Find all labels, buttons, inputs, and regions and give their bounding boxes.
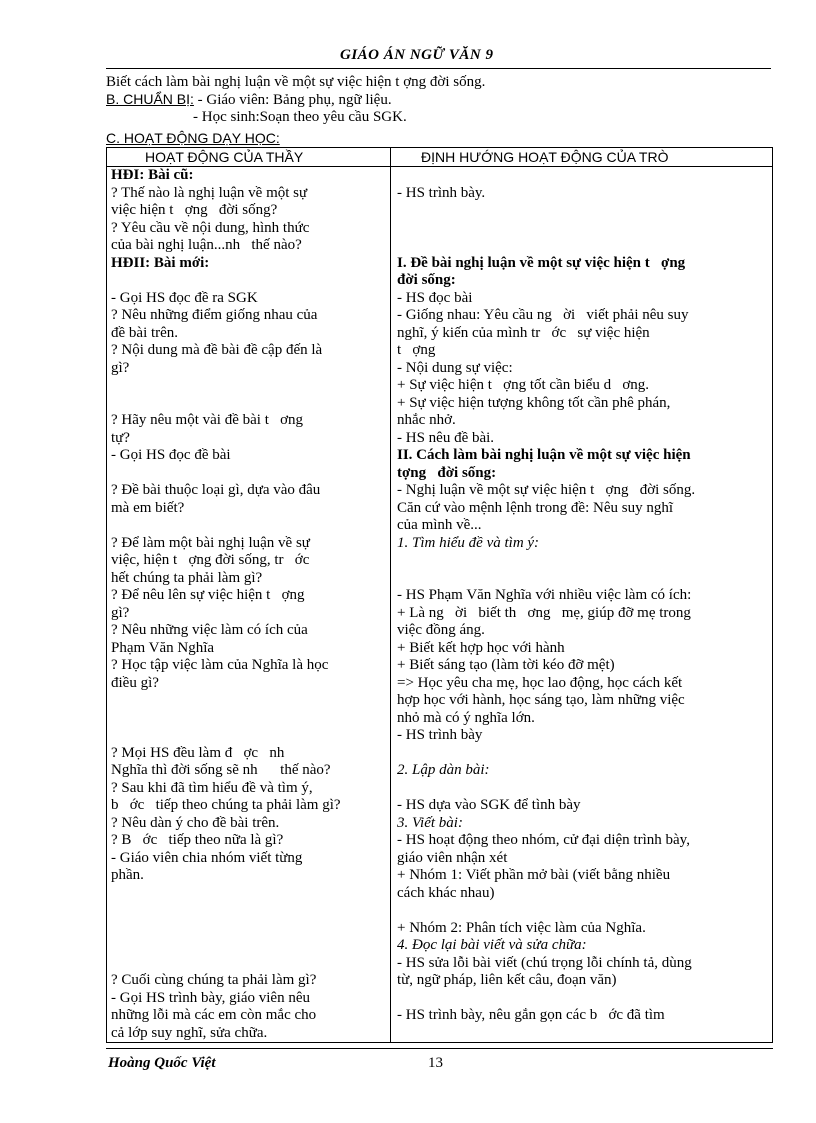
- teacher-line: ? Nêu dàn ý cho đề bài trên.: [111, 814, 280, 831]
- student-line: t ợng: [397, 342, 436, 358]
- student-line: [397, 902, 769, 920]
- student-line: hợp học với hành, học sáng tạo, làm những việc: [397, 692, 685, 708]
- footer-rule: [106, 1048, 773, 1049]
- teacher-line: [111, 710, 387, 728]
- teacher-line: ? Cuối cùng chúng ta phải làm gì?: [111, 972, 317, 988]
- teacher-line: ? Hãy nêu một vài đề bài t ơng: [111, 412, 304, 428]
- student-line: - HS trình bày: [397, 727, 483, 743]
- student-line: [397, 202, 769, 220]
- teacher-line: ? Nêu những việc làm có ích của: [111, 622, 308, 638]
- column-divider: [390, 148, 391, 1042]
- teacher-line: [111, 272, 387, 290]
- teacher-line: ? Thế nào là nghị luận về một sự: [111, 184, 308, 201]
- teacher-line: [111, 395, 387, 413]
- student-line: [397, 552, 769, 570]
- teacher-line: ? Để nêu lên sự việc hiện t ợng: [111, 587, 305, 603]
- student-line: + Biết kết hợp học với hành: [397, 639, 565, 656]
- objective-line: Biết cách làm bài nghị luận về một sự việc hiện t ợng đời sống.: [106, 74, 486, 90]
- student-line: 3. Viết bài:: [397, 814, 463, 831]
- student-line: 1. Tìm hiểu đề và tìm ý:: [397, 534, 540, 551]
- page-header-title: GIÁO ÁN NGỮ VĂN 9: [340, 47, 494, 63]
- teacher-line: việc, hiện t ợng đời sống, tr ớc: [111, 552, 310, 568]
- student-line: [397, 745, 769, 763]
- teacher-line: - Gọi HS đọc đề ra SGK: [111, 289, 258, 306]
- teacher-line: [111, 517, 387, 535]
- teacher-line: mà em biết?: [111, 499, 185, 516]
- teacher-line: HĐI: Bài cũ:: [111, 167, 194, 183]
- teacher-line: điều gì?: [111, 674, 159, 691]
- teacher-line: HĐII: Bài mới:: [111, 254, 210, 271]
- student-line: + Nhóm 2: Phân tích việc làm của Nghĩa.: [397, 919, 646, 936]
- teacher-line: những lỗi mà các em còn mắc cho: [111, 1007, 317, 1023]
- student-line: => Học yêu cha mẹ, học lao động, học cách kết: [397, 674, 683, 691]
- student-line: cách khác nhau): [397, 884, 495, 901]
- student-line: - HS trình bày, nêu gắn gọn các b ớc đã tìm: [397, 1007, 665, 1023]
- teacher-line: ? Học tập việc làm của Nghĩa là học: [111, 657, 329, 673]
- page-number: 13: [428, 1055, 443, 1071]
- student-line: - HS sửa lỗi bài viết (chú trọng lỗi chính tả, dùng: [397, 954, 692, 971]
- teacher-line: ? Mọi HS đều làm đ ợc nh: [111, 744, 285, 761]
- teacher-line: đề bài trên.: [111, 324, 179, 341]
- student-line: 4. Đọc lại bài viết và sửa chữa:: [397, 937, 587, 953]
- student-line: giáo viên nhận xét: [397, 849, 508, 866]
- header-rule: [106, 68, 771, 69]
- teacher-line: ? Đề bài thuộc loại gì, dựa vào đâu: [111, 482, 321, 498]
- teacher-line: ? Yêu cầu về nội dung, hình thức: [111, 219, 310, 236]
- student-line: tợng đời sống:: [397, 464, 497, 481]
- student-line: [397, 990, 769, 1008]
- teacher-line: của bài nghị luận...nh thế nào?: [111, 237, 302, 253]
- student-line: - Giống nhau: Yêu cầu ng ời viết phải nêu suy: [397, 307, 689, 323]
- teacher-column-header: HOẠT ĐỘNG CỦA THẦY: [145, 149, 304, 165]
- teacher-line: ? Để làm một bài nghị luận về sự: [111, 534, 310, 551]
- student-line: việc đồng áng.: [397, 622, 485, 638]
- teacher-column: [111, 167, 387, 1042]
- student-line: I. Đề bài nghị luận về một sự việc hiện t ợng: [397, 254, 686, 271]
- student-line: + Là ng ời biết th ơng mẹ, giúp đỡ mẹ trong: [397, 604, 691, 621]
- teacher-line: [111, 465, 387, 483]
- teacher-line: [111, 920, 387, 938]
- student-line: - Nội dung sự việc:: [397, 359, 513, 376]
- student-column: [397, 167, 769, 1025]
- teacher-line: [111, 377, 387, 395]
- teacher-line: [111, 692, 387, 710]
- student-line: 2. Lập dàn bài:: [397, 762, 490, 778]
- student-line: nhỏ mà có ý nghĩa lớn.: [397, 709, 535, 726]
- teacher-line: - Giáo viên chia nhóm viết từng: [111, 849, 303, 866]
- student-line: + Biết sáng tạo (làm tời kéo đỡ mệt): [397, 657, 615, 673]
- activities-label: C. HOẠT ĐỘNG DẠY HỌC:: [106, 130, 280, 146]
- preparation-row: [106, 91, 392, 109]
- teacher-line: - Gọi HS đọc đề bài: [111, 447, 231, 463]
- student-line: Căn cứ vào mệnh lệnh trong đề: Nêu suy nghĩ: [397, 499, 673, 516]
- student-line: - HS đọc bài: [397, 289, 473, 306]
- teacher-line: cả lớp suy nghĩ, sửa chữa.: [111, 1024, 268, 1041]
- student-line: [397, 570, 769, 588]
- student-line: + Sự việc hiện t ợng tốt cần biểu d ơng.: [397, 377, 649, 393]
- teacher-line: [111, 955, 387, 973]
- student-line: nghĩ, ý kiến của mình tr ớc sự việc hiện: [397, 324, 650, 341]
- student-line: II. Cách làm bài nghị luận về một sự việc hiện: [397, 447, 691, 463]
- student-line: - HS trình bày.: [397, 184, 486, 201]
- teacher-line: ? Nêu những điểm giống nhau của: [111, 307, 318, 323]
- teacher-line: [111, 902, 387, 920]
- teacher-line: tự?: [111, 429, 130, 446]
- preparation-label: B. CHUẨN BỊ:: [106, 91, 194, 107]
- teacher-line: b ớc tiếp theo chúng ta phải làm gì?: [111, 797, 341, 813]
- teacher-line: [111, 937, 387, 955]
- student-line: [397, 237, 769, 255]
- teacher-line: phần.: [111, 867, 144, 883]
- student-line: nhắc nhở.: [397, 412, 456, 428]
- student-line: từ, ngữ pháp, liên kết câu, đoạn văn): [397, 972, 617, 988]
- student-line: + Nhóm 1: Viết phần mở bài (viết bằng nhiều: [397, 867, 671, 883]
- student-line: của mình về...: [397, 517, 482, 533]
- teacher-line: gì?: [111, 359, 130, 376]
- teacher-line: gì?: [111, 604, 130, 621]
- student-line: + Sự việc hiện tượng không tốt cần phê phán,: [397, 394, 671, 411]
- student-line: - Nghị luận về một sự việc hiện t ợng đời sống.: [397, 482, 696, 498]
- teacher-line: ? B ớc tiếp theo nữa là gì?: [111, 832, 284, 848]
- teacher-line: Phạm Văn Nghĩa: [111, 639, 215, 656]
- preparation-teacher: - Giáo viên: Bảng phụ, ngữ liệu.: [193, 92, 392, 108]
- teacher-line: việc hiện t ợng đời sống?: [111, 202, 278, 218]
- footer-author: Hoàng Quốc Việt: [108, 1055, 216, 1071]
- lesson-table: [106, 147, 773, 1043]
- student-line: [397, 780, 769, 798]
- teacher-line: Nghĩa thì đời sống sẽ nh thế nào?: [111, 762, 331, 778]
- student-line: [397, 220, 769, 238]
- student-line: đời sống:: [397, 272, 456, 288]
- student-line: - HS hoạt động theo nhóm, cử đại diện trình bày,: [397, 832, 690, 848]
- student-column-header: ĐỊNH HƯỚNG HOẠT ĐỘNG CỦA TRÒ: [421, 149, 669, 165]
- teacher-line: ? Sau khi đã tìm hiểu đề và tìm ý,: [111, 779, 313, 796]
- student-line: [397, 167, 769, 185]
- teacher-line: [111, 885, 387, 903]
- preparation-student: - Học sinh:Soạn theo yêu cầu SGK.: [193, 109, 407, 125]
- teacher-line: ? Nội dung mà đề bài đề cập đến là: [111, 342, 323, 358]
- student-line: - HS nêu đề bài.: [397, 429, 495, 446]
- teacher-line: [111, 727, 387, 745]
- teacher-line: hết chúng ta phải làm gì?: [111, 569, 263, 586]
- student-line: - HS Phạm Văn Nghĩa với nhiều việc làm có ích:: [397, 587, 692, 603]
- teacher-line: - Gọi HS trình bày, giáo viên nêu: [111, 989, 310, 1006]
- student-line: - HS dựa vào SGK để tình bày: [397, 797, 581, 813]
